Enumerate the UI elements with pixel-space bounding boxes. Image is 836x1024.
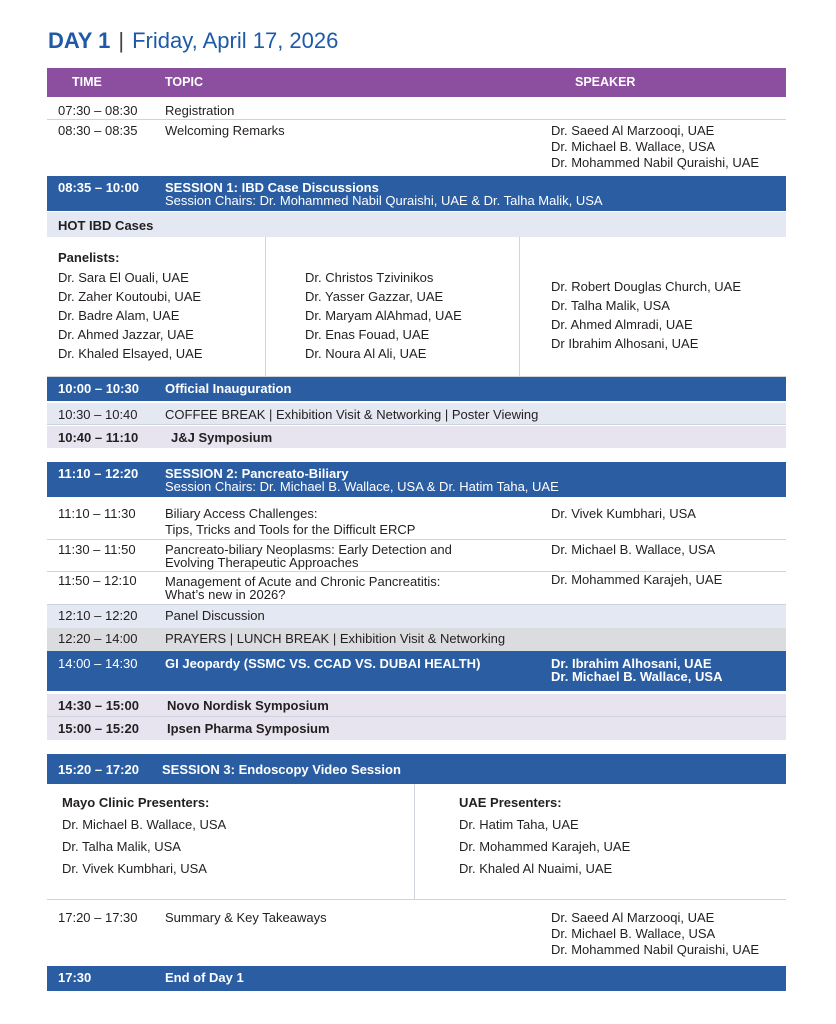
- row-time: 14:30 – 15:00: [58, 698, 139, 713]
- row-topic: Pancreato-biliary Neoplasms: Early Detection and: [165, 542, 452, 557]
- day-label: DAY 1: [48, 28, 111, 53]
- row-time: 14:00 – 14:30: [58, 656, 138, 671]
- row-topic: Official Inauguration: [165, 381, 292, 396]
- panelist-name: Dr. Khaled Elsayed, UAE: [58, 346, 203, 361]
- speaker-name: Dr. Michael B. Wallace, USA: [551, 669, 723, 684]
- row-topic: What’s new in 2026?: [165, 587, 286, 602]
- row-topic: Biliary Access Challenges:: [165, 506, 318, 521]
- panelist-name: Dr. Yasser Gazzar, UAE: [305, 289, 444, 304]
- day-date: Friday, April 17, 2026: [132, 28, 339, 53]
- session-title: SESSION 1: IBD Case Discussions: [165, 180, 379, 195]
- table-row: [47, 900, 786, 966]
- session-chairs: Session Chairs: Dr. Mohammed Nabil Quraishi, UAE & Dr. Talha Malik, USA: [165, 193, 603, 208]
- presenter-name: Dr. Khaled Al Nuaimi, UAE: [459, 861, 613, 876]
- row-time: 17:20 – 17:30: [58, 910, 138, 925]
- session-chairs: Session Chairs: Dr. Michael B. Wallace, USA & Dr. Hatim Taha, UAE: [165, 479, 559, 494]
- speaker-name: Dr. Mohammed Karajeh, UAE: [551, 572, 723, 587]
- table-row: [47, 120, 786, 176]
- table-row: [47, 497, 786, 540]
- header-topic: TOPIC: [165, 75, 203, 89]
- session-2-bar: [47, 462, 786, 497]
- presenters-block: [47, 784, 786, 900]
- row-topic: Panel Discussion: [165, 608, 265, 623]
- row-time: 11:10 – 11:30: [58, 506, 136, 521]
- panelist-name: Dr. Ahmed Jazzar, UAE: [58, 327, 194, 342]
- page-title: DAY 1 | Friday, April 17, 2026: [48, 28, 339, 53]
- row-time: 08:30 – 08:35: [58, 123, 138, 138]
- panelist-name: Dr. Noura Al Ali, UAE: [305, 346, 427, 361]
- header-speaker: SPEAKER: [575, 75, 636, 89]
- row-topic: Ipsen Pharma Symposium: [167, 721, 330, 736]
- panelists-block: [47, 237, 786, 377]
- panelist-name: Dr Ibrahim Alhosani, UAE: [551, 336, 699, 351]
- row-time: 10:40 – 11:10: [58, 430, 139, 445]
- presenter-name: Dr. Talha Malik, USA: [62, 839, 181, 854]
- row-topic: Evolving Therapeutic Approaches: [165, 555, 359, 570]
- row-topic: Registration: [165, 103, 235, 118]
- session-title: SESSION 2: Pancreato-Biliary: [165, 466, 349, 481]
- inauguration-bar: [47, 377, 786, 401]
- table-header: [47, 68, 786, 97]
- presenter-name: Dr. Michael B. Wallace, USA: [62, 817, 227, 832]
- row-topic: End of Day 1: [165, 970, 244, 985]
- row-topic: Tips, Tricks and Tools for the Difficult ERCP: [165, 522, 416, 537]
- panelist-name: Dr. Christos Tzivinikos: [305, 270, 434, 285]
- panelist-name: Dr. Enas Fouad, UAE: [305, 327, 430, 342]
- panelist-name: Dr. Robert Douglas Church, UAE: [551, 279, 742, 294]
- end-of-day-bar: [47, 966, 786, 991]
- row-topic: PRAYERS | LUNCH BREAK | Exhibition Visit & Networking: [165, 631, 506, 646]
- session-time: 15:20 – 17:20: [58, 762, 139, 777]
- row-time: 12:20 – 14:00: [58, 631, 138, 646]
- speaker-name: Dr. Mohammed Nabil Quraishi, UAE: [551, 942, 760, 957]
- panelist-name: Dr. Ahmed Almradi, UAE: [551, 317, 693, 332]
- speaker-name: Dr. Michael B. Wallace, USA: [551, 926, 716, 941]
- row-time: 11:50 – 12:10: [58, 573, 137, 588]
- hot-ibd-label: HOT IBD Cases: [58, 218, 154, 233]
- row-topic: J&J Symposium: [171, 430, 273, 445]
- session-time: 11:10 – 12:20: [58, 466, 139, 481]
- gi-jeopardy-bar: [47, 651, 786, 691]
- row-time: 15:00 – 15:20: [58, 721, 139, 736]
- header-time: TIME: [72, 75, 102, 89]
- panelist-name: Dr. Badre Alam, UAE: [58, 308, 180, 323]
- speaker-name: Dr. Vivek Kumbhari, USA: [551, 506, 696, 521]
- session-1-bar: [47, 176, 786, 211]
- panelist-name: Dr. Talha Malik, USA: [551, 298, 670, 313]
- hot-ibd-row: [47, 212, 786, 237]
- panelist-name: Dr. Sara El Ouali, UAE: [58, 270, 189, 285]
- row-time: 12:10 – 12:20: [58, 608, 138, 623]
- session-title: SESSION 3: Endoscopy Video Session: [162, 762, 401, 777]
- presenter-name: Dr. Vivek Kumbhari, USA: [62, 861, 207, 876]
- speaker-name: Dr. Saeed Al Marzooqi, UAE: [551, 123, 715, 138]
- presenter-name: Dr. Mohammed Karajeh, UAE: [459, 839, 631, 854]
- prayers-row: [47, 628, 786, 651]
- novo-symposium-row: [47, 694, 786, 717]
- table-row: [47, 540, 786, 572]
- session-3-bar: [47, 754, 786, 784]
- presenter-name: Dr. Hatim Taha, UAE: [459, 817, 579, 832]
- row-topic: Management of Acute and Chronic Pancreatitis:: [165, 574, 441, 589]
- speaker-name: Dr. Michael B. Wallace, USA: [551, 139, 716, 154]
- panel-discussion-row: [47, 605, 786, 628]
- row-time: 07:30 – 08:30: [58, 103, 138, 118]
- row-topic: Novo Nordisk Symposium: [167, 698, 329, 713]
- speaker-name: Dr. Mohammed Nabil Quraishi, UAE: [551, 155, 760, 170]
- jj-symposium-row: [47, 426, 786, 448]
- panelists-label: Panelists:: [58, 250, 120, 265]
- speaker-name: Dr. Michael B. Wallace, USA: [551, 542, 716, 557]
- row-time: 10:30 – 10:40: [58, 407, 138, 422]
- speaker-name: Dr. Saeed Al Marzooqi, UAE: [551, 910, 715, 925]
- row-topic: Welcoming Remarks: [165, 123, 285, 138]
- table-row: [47, 97, 786, 120]
- row-time: 11:30 – 11:50: [58, 542, 136, 557]
- table-row: [47, 572, 786, 605]
- row-topic: Summary & Key Takeaways: [165, 910, 327, 925]
- row-topic: COFFEE BREAK | Exhibition Visit & Networking | Poster Viewing: [165, 407, 539, 422]
- row-time: 17:30: [58, 970, 92, 985]
- row-time: 10:00 – 10:30: [58, 381, 139, 396]
- ipsen-symposium-row: [47, 717, 786, 740]
- coffee-break-row: [47, 403, 786, 425]
- panelist-name: Dr. Maryam AlAhmad, UAE: [305, 308, 462, 323]
- row-topic: GI Jeopardy (SSMC VS. CCAD VS. DUBAI HEALTH): [165, 656, 481, 671]
- panelist-name: Dr. Zaher Koutoubi, UAE: [58, 289, 202, 304]
- uae-presenters-label: UAE Presenters:: [459, 795, 562, 810]
- speaker-name: Dr. Ibrahim Alhosani, UAE: [551, 656, 712, 671]
- session-time: 08:35 – 10:00: [58, 180, 139, 195]
- mayo-presenters-label: Mayo Clinic Presenters:: [62, 795, 210, 810]
